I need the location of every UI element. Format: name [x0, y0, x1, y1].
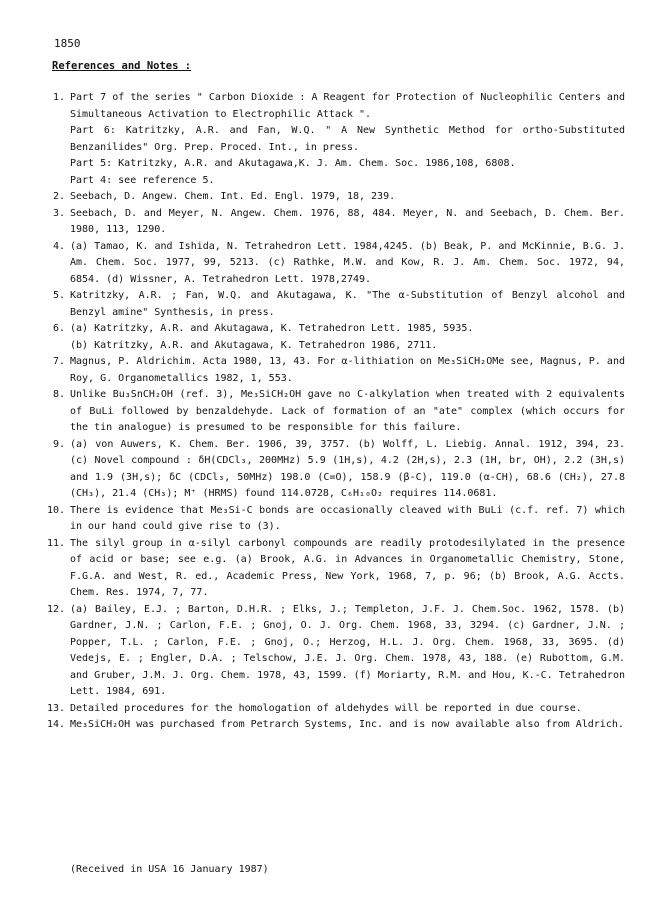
reference-text	[70, 701, 625, 718]
reference-number: 3.	[52, 207, 65, 219]
reference-line: Detailed procedures for the homologation of aldehydes will be reported in due course.	[70, 702, 582, 714]
reference-text	[70, 189, 625, 206]
reference-line: Magnus, P. Aldrichim. Acta 1980, 13, 43. For α-lithiation on Me₃SiCH₂OMe see, Magnus, P. and Roy, G. Organometallics 1982, 1, 553.	[70, 356, 625, 384]
page-number: 1850	[54, 37, 81, 50]
reference-number: 13.	[46, 702, 65, 714]
reference-number: 11.	[46, 537, 65, 549]
reference-text	[70, 387, 625, 437]
reference-number: 2.	[52, 191, 65, 202]
reference-line: (a) Katritzky, A.R. and Akutagawa, K. Tetrahedron Lett. 1985, 5935.	[70, 323, 474, 334]
reference-line: Seebach, D. Angew. Chem. Int. Ed. Engl. 1979, 18, 239.	[70, 191, 396, 202]
reference-item	[40, 503, 625, 536]
reference-number: 5.	[52, 290, 65, 301]
reference-line: The silyl group in α-silyl carbonyl compounds are readily protodesilylated in the presence of acid or base; see e.g. (a) Brook, A.G. in Advances in Organometallic Chemistry, Stone, F.G.A. and West, R. ed., Academic Press, New York, 1968, 7, p. 96; (b) Brook, A.G. Accts. Chem. Res. 1974, 7, 77.	[70, 537, 625, 598]
reference-line: Part 6: Katritzky, A.R. and Fan, W.Q. " A New Synthetic Method for ortho-Substituted Benzanilides" Org. Prep. Proced. Int., in press.	[70, 125, 625, 153]
reference-item	[40, 437, 625, 503]
reference-text	[70, 206, 625, 239]
reference-item	[40, 189, 625, 206]
reference-line: Me₃SiCH₂OH was purchased from Petrarch Systems, Inc. and is now available also from Aldrich.	[70, 719, 624, 730]
reference-number: 14.	[46, 719, 65, 730]
reference-line: Katritzky, A.R. ; Fan, W.Q. and Akutagawa, K. "The α-Substitution of Benzyl alcohol and Benzyl amine" Synthesis, in press.	[70, 290, 625, 318]
reference-line: (a) von Auwers, K. Chem. Ber. 1906, 39, 3757. (b) Wolff, L. Liebig. Annal. 1912, 394, 23. (c) Novel compound : δH(CDCl₃, 200MHz) 5.9 (1H,s), 4.2 (2H,s), 2.3 (1H, br, OH), 2.2 (3H,s) and 1.9 (3H,s); δC (CDCl₃, 50MHz) 198.0 (C=O), 158.9 (β-C), 119.0 (α-CH), 68.6 (CH₂), 27.8 (CH₃), 21.4 (CH₃); M⁺ (HRMS) found 114.0728, C₆H₁₀O₂ requires 114.0681.	[70, 438, 625, 499]
reference-item	[40, 354, 625, 387]
reference-item	[40, 239, 625, 289]
reference-number: 10.	[46, 504, 65, 516]
reference-text	[70, 90, 625, 189]
reference-line: Part 7 of the series " Carbon Dioxide : A Reagent for Protection of Nucleophilic Centers and Simultaneous Activation to Electrophilic Attack ".	[70, 92, 625, 120]
reference-text	[70, 536, 625, 602]
reference-item	[40, 602, 625, 701]
reference-item	[40, 206, 625, 239]
reference-number: 8.	[52, 389, 65, 400]
reference-text	[70, 288, 625, 321]
reference-number: 7.	[52, 356, 65, 367]
reference-text	[70, 437, 625, 503]
references-heading: References and Notes :	[52, 60, 192, 72]
reference-text	[70, 717, 625, 734]
reference-item	[40, 90, 625, 189]
reference-list	[40, 90, 625, 734]
reference-number: 9.	[52, 438, 65, 450]
reference-line: There is evidence that Me₃Si-C bonds are occasionally cleaved with BuLi (c.f. ref. 7) which in our hand could give rise to (3).	[70, 504, 625, 532]
reference-line: Seebach, D. and Meyer, N. Angew. Chem. 1976, 88, 484. Meyer, N. and Seebach, D. Chem. Ber. 1980, 113, 1290.	[70, 207, 625, 235]
reference-line: Part 5: Katritzky, A.R. and Akutagawa,K. J. Am. Chem. Soc. 1986,108, 6808.	[70, 158, 516, 169]
reference-text	[70, 602, 625, 701]
reference-line: (a) Bailey, E.J. ; Barton, D.H.R. ; Elks, J.; Templeton, J.F. J. Chem.Soc. 1962, 1578. (b) Gardner, J.N. ; Carlon, F.E. ; Gnoj, O. J. Org. Chem. 1968, 33, 3294. (c) Gardner, J.N. ; Popper, T.L. ; Carlon, F.E. ; Gnoj, O.; Herzog, H.L. J. Org. Chem. 1968, 33, 3695. (d) Vedejs, E. ; Engler, D.A. ; Telschow, J.E. J. Org. Chem. 1978, 43, 188. (e) Rubottom, G.M. and Gruber, J.M. J. Org. Chem. 1978, 43, 1599. (f) Moriarty, R.M. and Hou, K.-C. Tetrahedron Lett. 1984, 691.	[70, 603, 625, 697]
reference-text	[70, 321, 625, 354]
reference-number: 1.	[52, 92, 65, 103]
reference-item	[40, 321, 625, 354]
reference-number: 6.	[52, 323, 65, 334]
reference-item	[40, 387, 625, 437]
reference-text	[70, 503, 625, 536]
reference-item	[40, 717, 625, 734]
reference-line: Part 4: see reference 5.	[70, 174, 215, 186]
reference-line: (a) Tamao, K. and Ishida, N. Tetrahedron Lett. 1984,4245. (b) Beak, P. and McKinnie, B.G. J. Am. Chem. Soc. 1977, 99, 5213. (c) Rathke, M.W. and Kow, R. J. Am. Chem. Soc. 1972, 94, 6854. (d) Wissner, A. Tetrahedron Lett. 1978,2749.	[70, 240, 625, 285]
reference-line: Unlike Bu₃SnCH₂OH (ref. 3), Me₃SiCH₂OH gave no C-alkylation when treated with 2 equivalents of BuLi followed by benzaldehyde. Lack of formation of an "ate" complex (which occurs for the tin analogue) is presumed to be responsible for this failure.	[70, 389, 625, 433]
reference-item	[40, 288, 625, 321]
reference-number: 12.	[46, 603, 65, 615]
reference-text	[70, 239, 625, 289]
reference-item	[40, 536, 625, 602]
received-date: (Received in USA 16 January 1987)	[70, 864, 269, 875]
reference-text	[70, 354, 625, 387]
reference-number: 4.	[52, 240, 65, 252]
reference-line: (b) Katritzky, A.R. and Akutagawa, K. Tetrahedron 1986, 2711.	[70, 339, 438, 351]
reference-item	[40, 701, 625, 718]
